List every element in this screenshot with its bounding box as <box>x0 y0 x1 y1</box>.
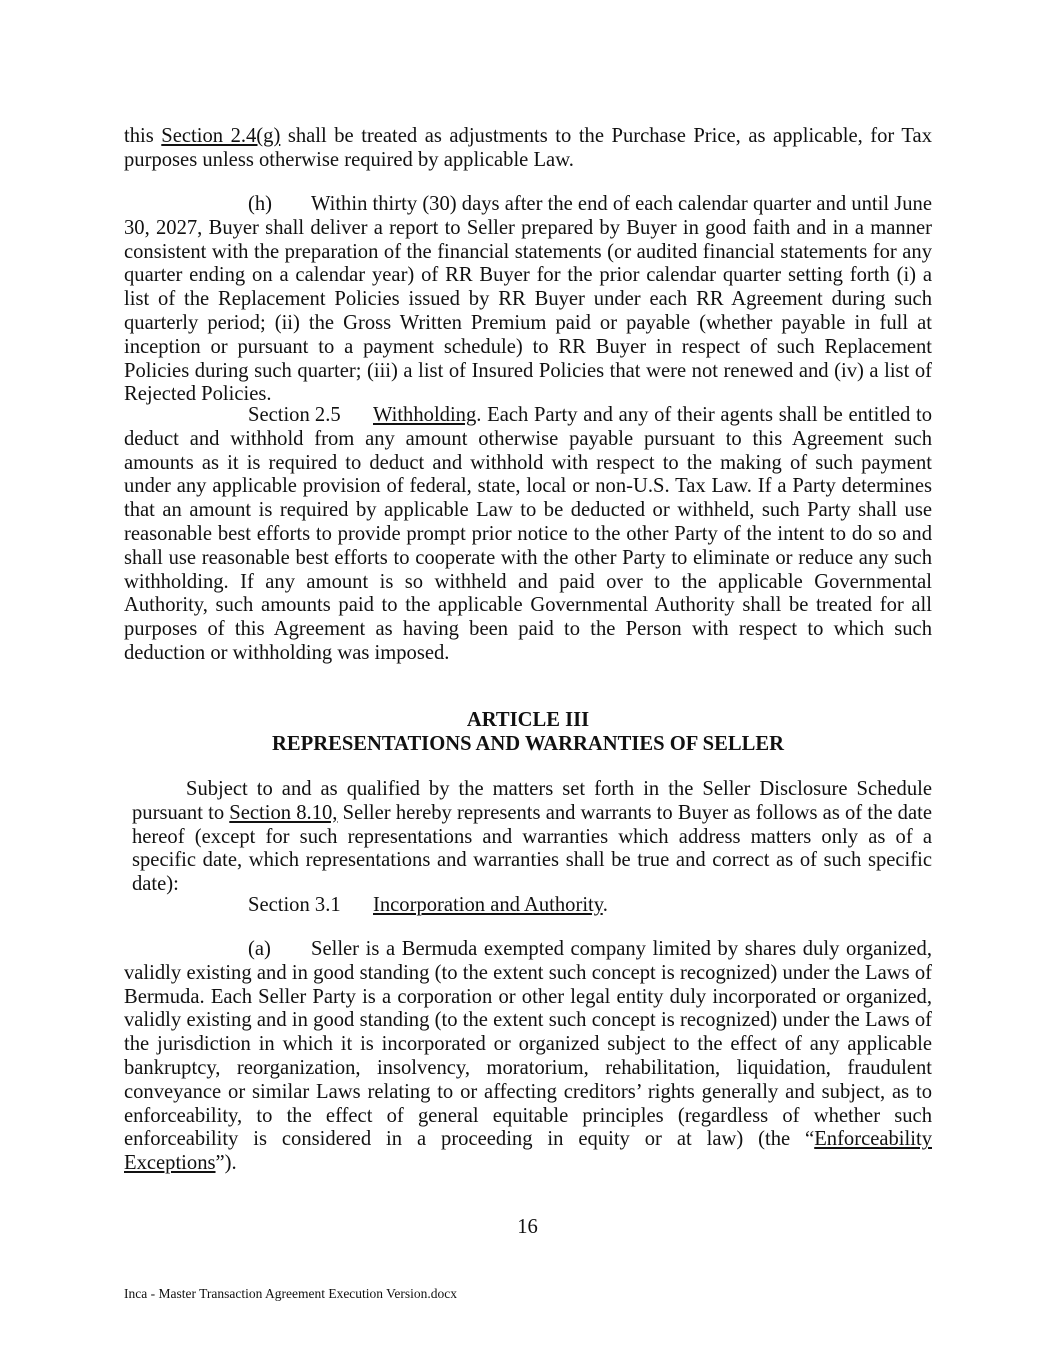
page-number: 16 <box>517 1216 538 1238</box>
paragraph-a <box>124 938 932 1176</box>
defined-term: Enforceability Exceptions <box>124 1128 932 1175</box>
clause-text: Seller is a Bermuda exempted company limited by shares duly organized, validly existing and in good standing (to the extent such concept is recognized) under the Laws of Bermuda. Each Seller Party is a corporation or other legal entity duly incorporated or organized, validly existing and in good standing (to the extent such concept is recognized) under the Laws of the jurisdiction in which it is incorporated or organized subject to the effect of any applicable bankruptcy, reorganization, insolvency, moratorium, rehabilitation, liquidation, fraudulent conveyance or similar Laws relating to or affecting creditors’ rights generally and subject, as to enforceability, to the effect of general equitable principles (regardless of whether such enforceability is considered in a proceeding in equity or at law) (the “ <box>124 938 932 1151</box>
clause-label: (a) <box>248 938 271 960</box>
text: Seller hereby represents and warrants to Buyer as follows as of the date hereof (except for such representations and warranties which address matters only as of a specific date, which representations and warranties shall be true and correct as of such specific date): <box>132 801 932 896</box>
section-number: Section 2.5 <box>248 404 341 426</box>
section-2-4g-reference: Section 2.4(g) <box>161 125 281 147</box>
section-8-10-reference: Section 8.10, <box>229 801 338 824</box>
article-intro <box>132 778 932 897</box>
article-number: ARTICLE III <box>466 709 590 731</box>
section-text: . Each Party and any of their agents shall be entitled to deduct and withhold from any amount otherwise payable pursuant to this Agreement such amounts as it is required to deduct and withhold with respect to the making of such payment under any applicable provision of federal, state, local or non-U.S. Tax Law. If a Party determines that an amount is required by applicable Law to be deducted or withheld, such Party shall use reasonable best efforts to provide prompt prior notice to the other Party of the intent to do so and shall use reasonable best efforts to cooperate with the other Party to eliminate or reduce any such withholding. If any amount is so withheld and paid over to the applicable Governmental Authority, such amounts paid to the applicable Governmental Authority shall be treated for all purposes of this Agreement as having been paid to the Person with respect to which such deduction or withholding was imposed. <box>124 404 932 664</box>
clause-label: (h) <box>248 193 273 215</box>
section-3-1-heading <box>124 894 932 918</box>
section-2-5 <box>124 404 932 666</box>
section-heading: Withholding <box>373 404 477 426</box>
clause-text: Within thirty (30) days after the end of each calendar quarter and until June 30, 2027, Buyer shall deliver a report to Seller prepared by Buyer in good faith and in a manner consistent with the preparation of the financial statements (or audited financial statements for any quarter ending on a calendar year) of RR Buyer for the prior calendar quarter setting forth (i) a list of the Replacement Policies issued by RR Buyer under each RR Agreement during such quarterly period; (ii) the Gross Written Premium paid or payable (whether payable in full at inception or pursuant to a payment schedule) to RR Buyer in respect of such Replacement Policies during such quarter; (iii) a list of Insured Policies that were not renewed and (iv) a list of Rejected Policies. <box>124 193 932 406</box>
section-number: Section 3.1 <box>248 894 341 916</box>
text: . <box>602 894 608 916</box>
text: shall be treated as adjustments to the Purchase Price, as applicable, for Tax purposes unless otherwise required by applicable Law. <box>124 125 932 171</box>
paragraph-h <box>124 193 932 407</box>
section-heading: Incorporation and Authority <box>373 894 603 916</box>
article-heading <box>124 709 932 757</box>
article-title: REPRESENTATIONS AND WARRANTIES OF SELLER <box>272 732 784 755</box>
text: ”). <box>215 1152 237 1175</box>
text: this <box>124 125 162 147</box>
paragraph-tax-treatment <box>124 125 932 173</box>
document-footer: Inca - Master Transaction Agreement Execution Version.docx <box>124 1286 458 1301</box>
text: Subject to and as qualified by the matters set forth in the Seller Disclosure Schedule pursuant to <box>132 778 932 824</box>
